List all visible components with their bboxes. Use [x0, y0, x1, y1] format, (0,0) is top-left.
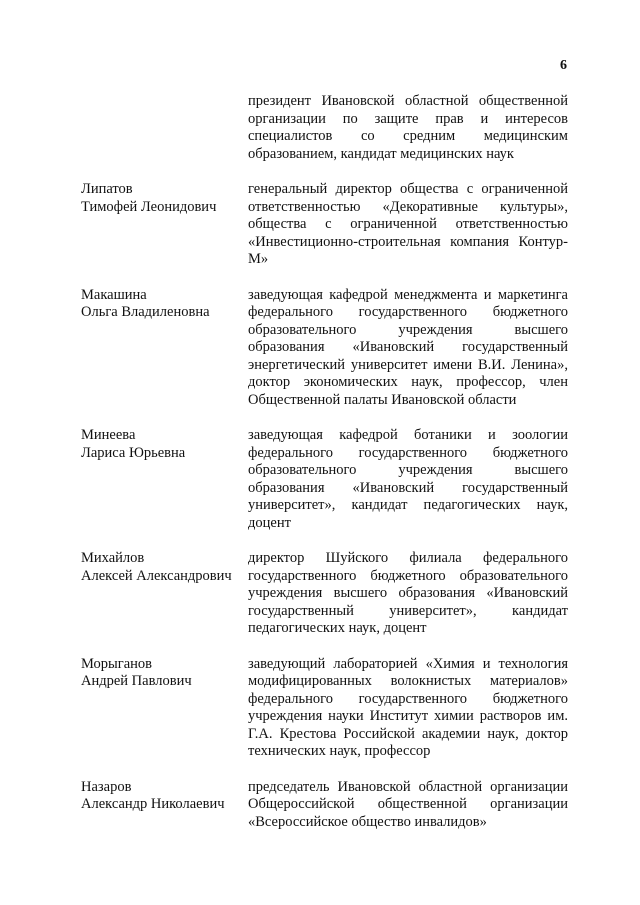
member-description: заведующая кафедрой ботаники и зоологии федерального государственного бюджетного образовательного учреждения высшего образования «Ивановский государственный университет», кандидат педагогических наук, доцент	[248, 427, 568, 531]
member-given-names: Алексей Александрович	[81, 567, 232, 584]
page-number: 6	[560, 58, 567, 73]
member-description: заведующая кафедрой менеджмента и маркетинга федерального государственного бюджетного образовательного учреждения высшего образования «Ивановский государственный энергетический университет имени В.И. Ленина», доктор экономических наук, профессор, член Общественной палаты Ивановской области	[248, 286, 568, 408]
member-given-names: Тимофей Леонидович	[81, 198, 217, 215]
member-given-names: Ольга Владиленовна	[81, 304, 210, 320]
member-entry	[0, 93, 640, 163]
member-surname: Морыганов	[81, 655, 153, 672]
member-surname: Минеева	[81, 427, 136, 443]
member-entry	[0, 427, 640, 532]
member-given-names: Александр Николаевич	[81, 796, 225, 812]
member-surname: Липатов	[81, 181, 133, 197]
member-name	[81, 550, 241, 585]
member-description: директор Шуйского филиала федерального государственного бюджетного образовательного учреждения высшего образования «Ивановский государственный университет», кандидат педагогических наук, доцент	[248, 550, 568, 636]
member-description: генеральный директор общества с ограниченной ответственностью «Декоративные культуры», общества с ограниченной ответственностью «Инвестиционно-строительная компания Контур-М»	[248, 181, 568, 267]
member-given-names: Андрей Павлович	[81, 673, 192, 689]
member-name	[81, 656, 241, 691]
member-entry	[0, 287, 640, 410]
member-name	[81, 287, 241, 322]
member-entry	[0, 181, 640, 269]
member-surname: Михайлов	[81, 550, 145, 566]
member-description: президент Ивановской областной общественной организации по защите прав и интересов специалистов со средним медицинским образованием, кандидат медицинских наук	[248, 93, 568, 162]
member-list	[0, 93, 640, 849]
member-entry	[0, 550, 640, 638]
member-entry	[0, 779, 640, 832]
member-description: председатель Ивановской областной организации Общероссийской общественной организации «Всероссийское общество инвалидов»	[248, 778, 568, 830]
member-name	[81, 427, 241, 462]
member-given-names: Лариса Юрьевна	[81, 444, 186, 461]
member-name	[81, 181, 241, 216]
member-surname: Назаров	[81, 778, 132, 795]
member-entry	[0, 656, 640, 761]
member-surname: Макашина	[81, 286, 147, 303]
member-name	[81, 779, 241, 814]
member-description: заведующий лабораторией «Химия и технология модифицированных волокнистых материалов» федерального государственного бюджетного учреждения науки Институт химии растворов им. Г.А. Крестова Российской академии наук, доктор технических наук, профессор	[248, 655, 568, 759]
